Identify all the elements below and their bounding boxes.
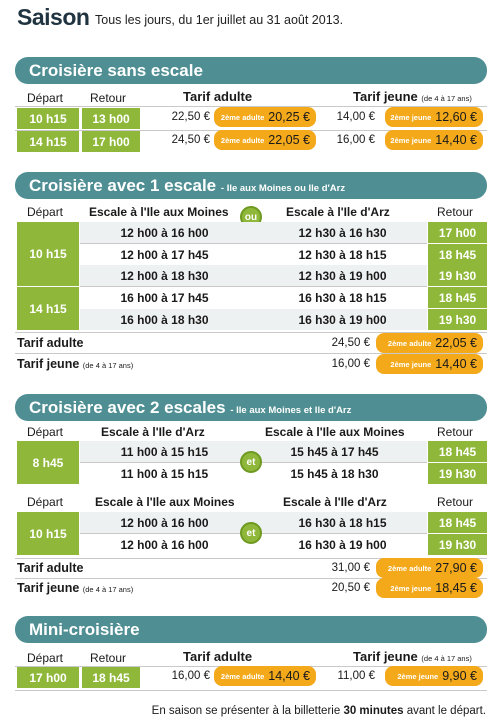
price-jeune: 11,00 € (337, 670, 375, 682)
escale-time: 12 h00 à 16 h00 (120, 516, 209, 530)
retour-time: 18 h45 (82, 667, 140, 688)
escale-time: 15 h45 à 17 h45 (290, 445, 379, 459)
col-tarif-jeune: Tarif jeune (de 4 à 17 ans) (353, 649, 472, 664)
price-adulte: 22,50 € (171, 111, 210, 123)
section-title-sans-escale: Croisière sans escale (15, 57, 487, 84)
escale-time: 12 h00 à 17 h45 (120, 248, 209, 262)
price-adulte: 31,00 € (331, 562, 370, 574)
depart-time: 10 h15 (17, 108, 79, 129)
price-2eme-jeune: 2ème jeune 18,45 € (376, 578, 483, 598)
price-2eme-jeune: 2ème jeune 12,60 € (385, 107, 483, 127)
section-title-mini-croisiere: Mini-croisière (15, 616, 487, 643)
price-2eme-jeune: 2ème jeune 14,40 € (376, 354, 483, 374)
col-escale-arz: Escale à l'Ile d'Arz (101, 425, 205, 439)
escale-time: 16 h30 à 18 h15 (298, 291, 387, 305)
retour-time: 18 h45 (428, 512, 487, 533)
col-retour: Retour (437, 495, 474, 509)
tarif-adulte-label: Tarif adulte (17, 336, 84, 350)
col-retour: Retour (90, 91, 127, 105)
col-depart: Départ (27, 205, 64, 219)
retour-time: 19 h30 (428, 309, 487, 330)
price-jeune: 16,00 € (336, 134, 375, 146)
escale-time: 11 h00 à 15 h15 (120, 467, 209, 481)
retour-time: 18 h45 (428, 441, 487, 462)
section-title-1-escale: Croisière avec 1 escale - Ile aux Moines ou Ile d'Arz (15, 172, 487, 199)
tarif-adulte-label: Tarif adulte (17, 561, 84, 575)
escale-time: 12 h00 à 16 h00 (120, 538, 209, 552)
retour-time: 17 h00 (82, 131, 140, 152)
price-2eme-adulte: 2ème adulte 27,90 € (376, 558, 483, 578)
et-badge: et (240, 522, 262, 544)
price-jeune: 20,50 € (331, 582, 370, 594)
retour-time: 17 h00 (428, 222, 487, 243)
escale-time: 16 h30 à 18 h15 (298, 516, 387, 530)
retour-time: 19 h30 (428, 534, 487, 555)
escale-time: 12 h30 à 18 h15 (298, 248, 387, 262)
price-adulte: 16,00 € (171, 670, 210, 682)
escale-time: 16 h00 à 17 h45 (120, 291, 209, 305)
depart-time: 17 h00 (17, 667, 79, 688)
col-depart: Départ (27, 495, 64, 509)
col-escale-moines: Escale à l'Ile aux Moines (89, 205, 229, 219)
price-adulte: 24,50 € (331, 337, 370, 349)
retour-time: 18 h45 (428, 287, 487, 308)
retour-time: 18 h45 (428, 244, 487, 265)
col-depart: Départ (27, 651, 64, 665)
escale-time: 12 h30 à 16 h30 (298, 226, 387, 240)
retour-time: 19 h30 (428, 265, 487, 286)
tarif-jeune-label: Tarif jeune (de 4 à 17 ans) (17, 581, 134, 595)
col-retour: Retour (437, 425, 474, 439)
retour-time: 19 h30 (428, 463, 487, 484)
escale-time: 16 h30 à 19 h00 (298, 538, 387, 552)
price-2eme-jeune: 2ème jeune 14,40 € (385, 130, 483, 150)
depart-time: 8 h45 (17, 441, 79, 484)
col-escale-arz: Escale à l'Ile d'Arz (283, 495, 387, 509)
depart-time: 10 h15 (17, 512, 79, 555)
col-depart: Départ (27, 425, 64, 439)
price-adulte: 24,50 € (171, 134, 210, 146)
col-depart: Départ (27, 91, 64, 105)
price-jeune: 16,00 € (331, 358, 370, 370)
page-title: Saison (17, 4, 90, 30)
price-2eme-adulte: 2ème adulte 22,05 € (376, 333, 483, 353)
col-escale-moines: Escale à l'Ile aux Moines (95, 495, 235, 509)
price-2eme-adulte: 2ème adulte 20,25 € (214, 107, 316, 127)
escale-time: 12 h00 à 16 h00 (120, 226, 209, 240)
col-tarif-jeune: Tarif jeune (de 4 à 17 ans) (353, 89, 472, 104)
escale-time: 11 h00 à 15 h15 (120, 445, 209, 459)
escale-time: 16 h30 à 19 h00 (298, 313, 387, 327)
footer-note: En saison se présenter à la billetterie 30 minutes avant le départ. (151, 705, 486, 717)
page-subtitle: Tous les jours, du 1er juillet au 31 août 2013. (95, 13, 344, 27)
retour-time: 13 h00 (82, 108, 140, 129)
section-title-2-escales: Croisière avec 2 escales - Ile aux Moines et Ile d'Arz (15, 394, 487, 421)
escale-time: 15 h45 à 18 h30 (290, 467, 379, 481)
price-jeune: 14,00 € (336, 111, 375, 123)
depart-time: 10 h15 (17, 222, 79, 286)
col-escale-moines: Escale à l'Ile aux Moines (265, 425, 405, 439)
price-2eme-adulte: 2ème adulte 22,05 € (214, 130, 316, 150)
et-badge: et (240, 451, 262, 473)
price-2eme-adulte: 2ème adulte 14,40 € (214, 666, 316, 686)
escale-time: 16 h00 à 18 h30 (120, 313, 209, 327)
col-tarif-adulte: Tarif adulte (183, 649, 253, 664)
col-retour: Retour (437, 205, 474, 219)
tarif-jeune-label: Tarif jeune (de 4 à 17 ans) (17, 357, 134, 371)
col-tarif-adulte: Tarif adulte (183, 89, 253, 104)
col-escale-arz: Escale à l'Ile d'Arz (286, 205, 390, 219)
ou-badge: ou (240, 206, 262, 228)
col-retour: Retour (90, 651, 127, 665)
escale-time: 12 h30 à 19 h00 (298, 269, 387, 283)
escale-time: 12 h00 à 18 h30 (120, 269, 209, 283)
depart-time: 14 h15 (17, 131, 79, 152)
price-2eme-jeune: 2ème jeune 9,90 € (385, 666, 483, 686)
depart-time: 14 h15 (17, 287, 79, 330)
